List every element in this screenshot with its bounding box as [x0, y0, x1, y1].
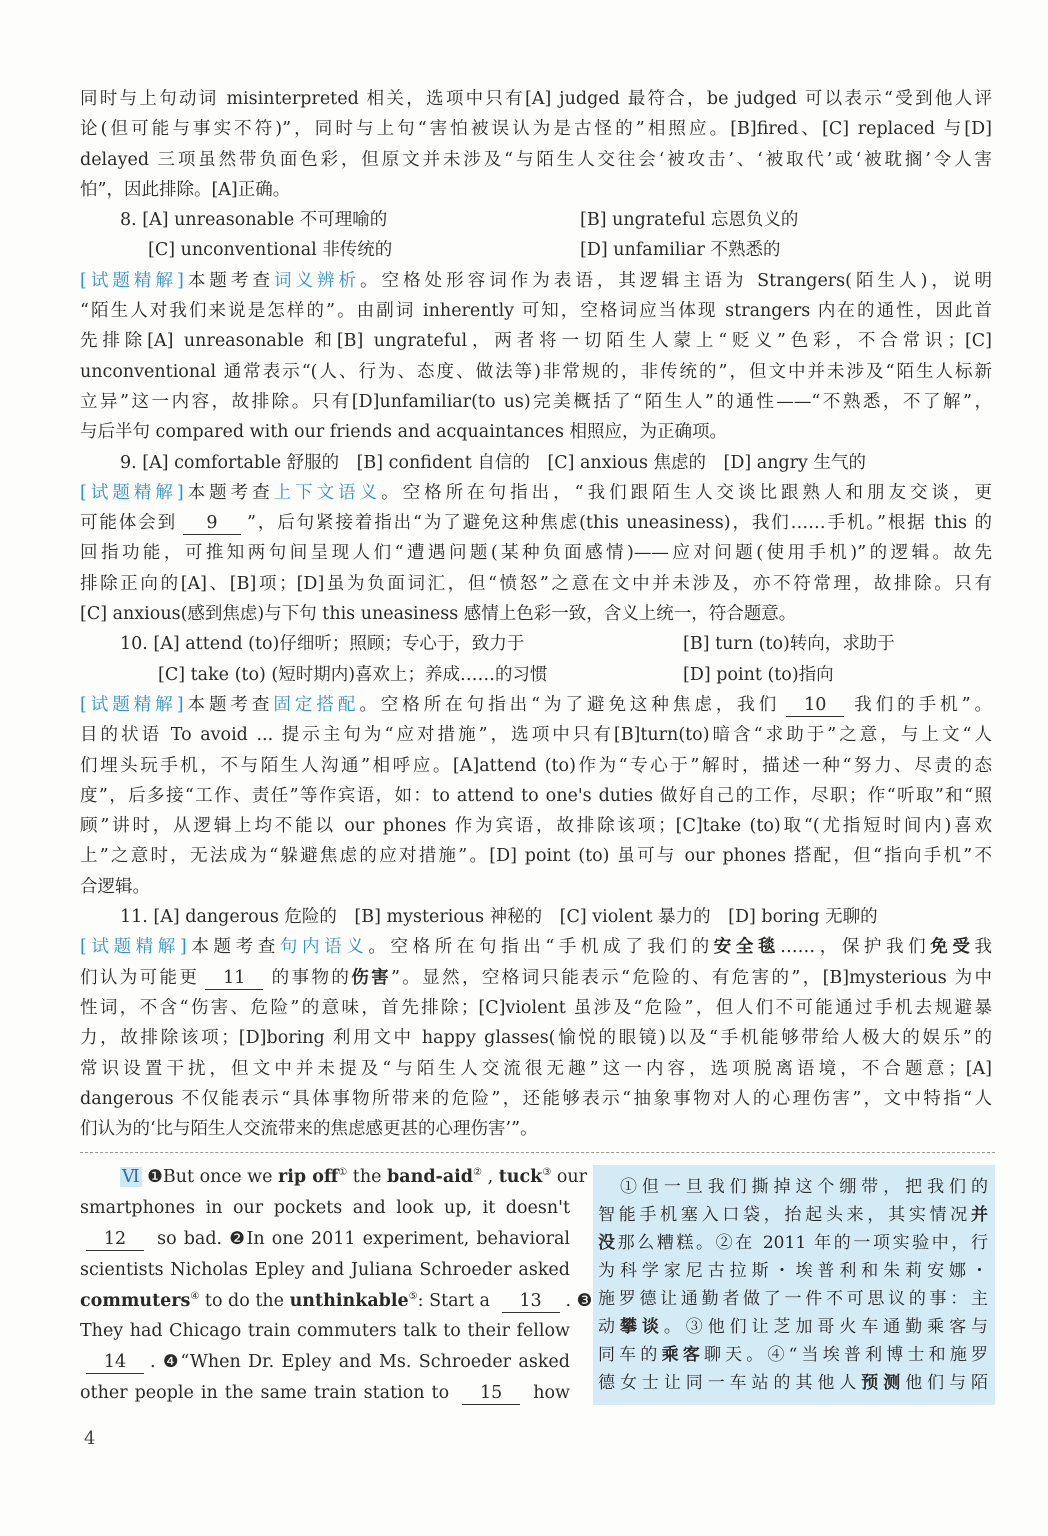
- section-label: [试题精解]: [80, 270, 184, 291]
- bold-term: 预测: [861, 1373, 906, 1393]
- text: 本题考查: [186, 937, 280, 958]
- text-line: [80, 296, 992, 326]
- english-passage: [80, 1162, 593, 1409]
- text-line: [598, 1285, 988, 1313]
- text-line: [80, 963, 992, 993]
- answer-blank: 9: [183, 512, 241, 535]
- text: “陌生人对我们来说是怎样的”。由副词 inherently 可知，空格词应当体现 strangers 内在的通性，因此首: [80, 301, 992, 322]
- text: 们埋头玩手机，不与陌生人沟通”相呼应。[A]attend (to)作为“专心于”解时，描述一种“努力、尽责的态: [80, 755, 992, 776]
- text: our: [551, 1167, 588, 1187]
- options-row: [80, 448, 992, 478]
- text-line: [80, 720, 992, 750]
- text: 本题考查: [183, 694, 274, 715]
- bold-term: commuters: [80, 1290, 191, 1311]
- text-line: [80, 1054, 992, 1084]
- text-line: [80, 690, 992, 720]
- text: the: [347, 1167, 388, 1187]
- dashed-divider: [80, 1152, 995, 1153]
- footnote-marker: ④: [190, 1290, 200, 1302]
- options-row: [80, 902, 992, 932]
- footnote-marker: ③: [542, 1167, 552, 1179]
- text: 我们的手机”。: [850, 694, 993, 715]
- section-label: [试题精解]: [80, 937, 187, 958]
- text: ……，保护我们: [780, 937, 931, 958]
- option: [B] turn (to)转向，求助于: [683, 634, 895, 655]
- text: 动: [598, 1317, 620, 1337]
- text-line: [80, 993, 992, 1023]
- text: 。③他们让芝加哥火车通勤乘客与: [663, 1317, 989, 1337]
- text-line: [80, 387, 992, 417]
- options-row: [80, 660, 992, 690]
- text: 们认为的‘比与陌生人交流带来的焦虑感更甚的心理伤害’”。: [80, 1119, 538, 1140]
- option: [C] take (to) (短时期内)喜欢上；养成……的习惯: [158, 664, 548, 685]
- option: 11. [A] dangerous 危险的 [B] mysterious 神秘的 [C] violent 暴力的 [D] boring 无聊的: [120, 907, 878, 928]
- text: 们认为可能更: [80, 967, 200, 988]
- bold-term: rip off: [278, 1167, 339, 1187]
- text: smartphones in our pockets and look up, it doesn't: [80, 1197, 570, 1218]
- text: 常识设置干扰，但文中并未提及“与陌生人交流很无趣”这一内容，选项脱离语境，不合题意；[A]: [80, 1058, 992, 1079]
- text: to do the: [199, 1290, 290, 1311]
- text-line: [598, 1313, 988, 1341]
- text-line: [80, 841, 992, 871]
- text-line: [598, 1341, 988, 1369]
- text: 同时与上句动词 misinterpreted 相关，选项中只有[A] judged 最符合，be judged 可以表示“受到他人评: [80, 89, 992, 109]
- text-line: [80, 1255, 570, 1286]
- text-line: [80, 569, 992, 599]
- text-line: [80, 1378, 570, 1409]
- text-line: [80, 599, 992, 629]
- text: 的事物的: [269, 967, 352, 988]
- text: scientists Nicholas Epley and Juliana Schroeder asked: [80, 1259, 570, 1280]
- text: 本题考查: [183, 270, 274, 291]
- option: [D] point (to)指向: [683, 664, 834, 685]
- text: 我: [974, 937, 993, 958]
- text: [C] anxious(感到焦虑)与下句 this uneasiness 感情上色彩一致，含义上统一，符合题意。: [80, 604, 797, 625]
- keyword: 词义辨析: [273, 270, 361, 291]
- text-line: [80, 872, 992, 902]
- options-row: [80, 629, 992, 659]
- text: other people in the same train station to: [80, 1383, 457, 1404]
- text-line: [80, 84, 992, 114]
- text-line: [598, 1201, 988, 1229]
- text-line: [80, 1316, 570, 1347]
- text-line: [80, 478, 992, 508]
- answer-blank: 15: [462, 1382, 520, 1405]
- text: . ❸: [565, 1290, 593, 1311]
- options-row: [80, 205, 992, 235]
- text-line: [80, 781, 992, 811]
- bold-term: 伤害: [351, 967, 391, 988]
- text: 同车的: [598, 1345, 662, 1365]
- option: [D] unfamiliar 不熟悉的: [580, 240, 781, 261]
- text: . ❹“When Dr. Epley and Ms. Schroeder asked: [150, 1352, 570, 1373]
- text-line: [80, 538, 992, 568]
- text-line: [80, 1084, 992, 1114]
- text-line: [80, 266, 992, 296]
- text-line: [80, 1224, 570, 1255]
- text: 为科学家尼古拉斯・埃普利和朱莉安娜・: [598, 1261, 988, 1281]
- text: 力，故排除该项；[D]boring 利用文中 happy glasses(愉悦的眼镜)以及“手机能够带给人极大的娱乐”的: [80, 1028, 992, 1049]
- text: unconventional 通常表示“(人、行为、态度、做法等)非常规的，非传统的”，但文中并未涉及“陌生人标新: [80, 361, 992, 382]
- bold-term: unthinkable: [289, 1290, 409, 1311]
- text-line: [80, 1114, 992, 1144]
- page-number: 4: [84, 1428, 96, 1449]
- text-line: [80, 751, 992, 781]
- text-line: [80, 1347, 570, 1378]
- section-number: Ⅵ: [122, 1167, 140, 1187]
- section-label: [试题精解]: [80, 482, 184, 503]
- answer-blank: 14: [86, 1351, 144, 1374]
- text: delayed 三项虽然带负面色彩，但原文并未涉及“与陌生人交往会‘被攻击’、‘被取代’或‘被耽搁’令人害: [80, 149, 992, 170]
- section-label: [试题精解]: [80, 694, 184, 715]
- text: 。空格所在句指出“为了避免这种焦虑，我们: [359, 694, 781, 715]
- footnote-marker: ⑤: [408, 1290, 418, 1302]
- text: 先排除[A] unreasonable 和[B] ungrateful，两者将一切陌生人蒙上“贬义”色彩，不合常识；[C]: [80, 331, 992, 352]
- text: dangerous 不仅能表示“具体事物所带来的危险”，还能够表示“抽象事物对人的心理伤害”，文中特指“人: [80, 1088, 992, 1109]
- text-line: [80, 175, 992, 205]
- text: 性词，不含“伤害、危险”的意味，首先排除；[C]violent 虽涉及“危险”，但人们不可能通过手机去规避暴: [80, 997, 992, 1018]
- text: so bad. ❷In one 2011 experiment, behavioral: [150, 1228, 570, 1249]
- text: 。空格所在句指出，“我们跟陌生人交谈比跟熟人和朋友交谈，更: [381, 482, 993, 503]
- text: 与后半句 compared with our friends and acquaintances 相照应，为正确项。: [80, 422, 728, 443]
- text: 施罗德让通勤者做了一件不可思议的事：主: [598, 1289, 988, 1309]
- text: 。空格所在句指出“手机成了我们的: [368, 937, 714, 958]
- text: 那么糟糕。②在 2011 年的一项实验中，行: [617, 1233, 988, 1253]
- text: ,: [482, 1167, 499, 1187]
- option: [C] unconventional 非传统的: [148, 240, 393, 261]
- text: 可能体会到: [80, 513, 177, 534]
- text: 怕”，因此排除。[A]正确。: [80, 179, 291, 200]
- text-line: [80, 145, 992, 175]
- bold-term: 没: [598, 1233, 618, 1253]
- explanation-text: [80, 84, 992, 1144]
- text-line: [598, 1229, 988, 1257]
- text-line: [80, 1162, 588, 1193]
- keyword: 上下文语义: [273, 482, 382, 503]
- answer-blank: 11: [205, 967, 263, 990]
- option: 10. [A] attend (to)仔细听；照顾；专心于，致力于: [120, 634, 525, 655]
- text: 智能手机塞入口袋，抬起头来，其实情况: [598, 1205, 971, 1225]
- chinese-translation: [598, 1173, 988, 1397]
- text: 聊天。④“当埃普利博士和施罗: [703, 1345, 989, 1365]
- footnote-marker: ②: [473, 1167, 483, 1179]
- text-line: [80, 114, 992, 144]
- text: 立异”这一内容，故排除。只有[D]unfamiliar(to us)完美概括了“陌生人”的通性——“不熟悉，不了解”，: [80, 391, 992, 412]
- text-line: [80, 357, 992, 387]
- option: [B] ungrateful 忘恩负义的: [580, 210, 799, 231]
- text-line: [598, 1369, 988, 1397]
- keyword: 句内语义: [279, 937, 369, 958]
- text: 合逻辑。: [80, 876, 150, 897]
- bold-term: 安全毯: [713, 937, 781, 958]
- text: ❶But once we: [141, 1167, 279, 1187]
- text-line: [80, 932, 992, 962]
- text: 目的状语 To avoid ... 提示主句为“应对措施”，选项中只有[B]turn(to)暗含“求助于”之意，与上文“人: [80, 725, 992, 746]
- text-line: [598, 1257, 988, 1285]
- answer-blank: 12: [86, 1228, 144, 1251]
- keyword: 固定搭配: [273, 694, 360, 715]
- option: 8. [A] unreasonable 不可理喻的: [120, 210, 388, 231]
- text: 他们与陌: [905, 1373, 989, 1393]
- bold-term: 免受: [930, 937, 975, 958]
- text: how: [526, 1383, 570, 1404]
- text: 上”之意时，无法成为“躲避焦虑的应对措施”。[D] point (to) 虽可与 our phones 搭配，但“指向手机”不: [80, 846, 992, 867]
- bold-term: 乘客: [661, 1345, 704, 1365]
- text: ”。显然，空格词只能表示“危险的、有危害的”，[B]mysterious 为中: [390, 967, 993, 988]
- text: ”，后句紧接着指出“为了避免这种焦虑(this uneasiness)，我们……手机。”根据 this 的: [247, 513, 992, 534]
- text: ①但一旦我们撕掉这个绷带，把我们的: [598, 1177, 988, 1197]
- footnote-marker: ①: [338, 1167, 348, 1179]
- text-line: [80, 1286, 593, 1317]
- answer-blank: 13: [502, 1290, 560, 1313]
- text: 德女士让同一车站的其他人: [598, 1373, 862, 1393]
- bold-term: 攀谈: [619, 1317, 664, 1337]
- text: 顾”讲时，从逻辑上均不能以 our phones 作为宾语，故排除该项；[C]take (to)取“(尤指短时间内)喜欢: [80, 816, 992, 837]
- text: 论(但可能与事实不符)”，同时与上句“害怕被误认为是古怪的”相照应。[B]fired、[C] replaced 与[D]: [80, 119, 992, 140]
- text: 度”，后多接“工作、责任”等作宾语，如：to attend to one's duties 做好自己的工作，尽职；作“听取”和“照: [80, 785, 992, 806]
- text-line: [80, 811, 992, 841]
- text: 本题考查: [183, 482, 274, 503]
- bold-term: 并: [971, 1205, 988, 1225]
- answer-blank: 10: [786, 694, 844, 717]
- text-line: [598, 1173, 988, 1201]
- option: 9. [A] comfortable 舒服的 [B] confident 自信的 [C] anxious 焦虑的 [D] angry 生气的: [120, 452, 866, 473]
- text: 。空格处形容词作为表语，其逻辑主语为 Strangers(陌生人)，说明: [360, 270, 993, 291]
- text: 回指功能，可推知两句间呈现人们“遭遇问题(某种负面感情)——应对问题(使用手机)”的逻辑。故先: [80, 543, 992, 564]
- text-line: [80, 1023, 992, 1053]
- bold-term: tuck: [498, 1167, 543, 1187]
- text: They had Chicago train commuters talk to their fellow: [80, 1321, 570, 1342]
- bold-term: band-aid: [387, 1167, 474, 1187]
- text: : Start a: [417, 1290, 496, 1311]
- text-line: [80, 508, 992, 538]
- text: 排除正向的[A]、[B]项；[D]虽为负面词汇，但“愤怒”之意在文中并未涉及，亦不符常理，故排除。只有: [80, 573, 992, 594]
- text-line: [80, 417, 992, 447]
- text-line: [80, 326, 992, 356]
- options-row: [80, 235, 992, 265]
- text-line: [80, 1193, 570, 1224]
